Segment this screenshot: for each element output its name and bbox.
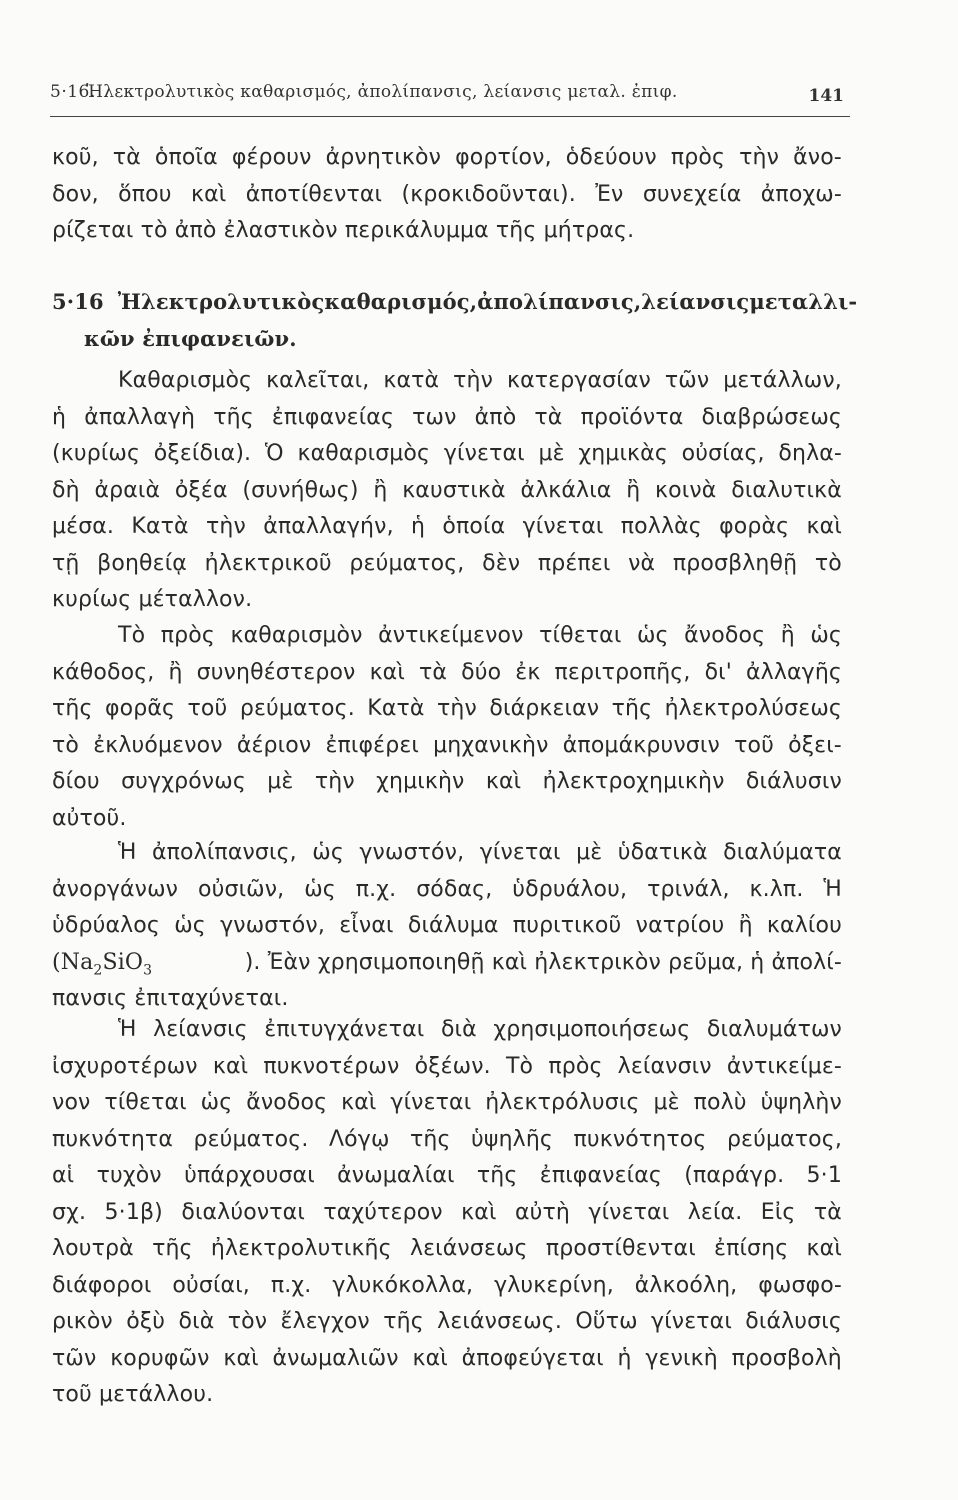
text-line: δὴ ἀραιὰ ὀξέα (συνήθως) ἢ καυστικὰ ἀλκάλια ἢ κοινὰ διαλυτικὰ	[52, 477, 842, 503]
page-number: 141	[808, 86, 844, 106]
text-line: δον, ὅπου καὶ ἀποτίθενται (κροκιδοῦνται). Ἐν συνεχεία ἀποχω-	[52, 181, 842, 207]
text-line: μέσα. Κατὰ τὴν ἀπαλλαγήν, ἡ ὁποία γίνεται πολλὰς φορὰς καὶ	[52, 514, 842, 539]
intro-paragraph	[52, 140, 842, 250]
chemical-formula: ($Na_2SiO_3$	[52, 949, 153, 978]
text-line: τοῦ μετάλλου.	[52, 1382, 214, 1407]
heading-number: 5·16	[52, 289, 104, 314]
text-line: τῇ βοηθείᾳ ἠλεκτρικοῦ ρεύματος, δὲν πρέπει νὰ προσβληθῇ τὸ	[52, 550, 842, 576]
text-line: Τὸ πρὸς καθαρισμὸν ἀντικείμενον τίθεται ὡς ἄνοδος ἢ ὡς	[118, 623, 842, 648]
header-section-number: 5·16.	[50, 82, 96, 102]
header-running-title: Ἠλεκτρολυτικὸς καθαρισμός, ἀπολίπανσις, λείανσις μεταλ. ἐπιφ.	[86, 82, 678, 102]
text-line: κοῦ, τὰ ὁποῖα φέρουν ἀρνητικὸν φορτίον, ὁδεύουν πρὸς τὴν ἄνο-	[52, 145, 842, 170]
text-line: αἱ τυχὸν ὑπάρχουσαι ἀνωμαλίαι τῆς ἐπιφανείας (παράγρ. 5·1	[52, 1163, 842, 1188]
section-heading	[52, 284, 858, 357]
formula-line	[52, 945, 842, 982]
text-line: πανσις ἐπιταχύνεται.	[52, 986, 289, 1011]
text-line: ὑδρύαλος ὡς γνωστόν, εἶναι διάλυμα πυριτικοῦ νατρίου ἢ καλίου	[52, 913, 842, 938]
text-line: ἡ ἀπαλλαγὴ τῆς ἐπιφανείας των ἀπὸ τὰ προϊόντα διαβρώσεως	[52, 404, 842, 430]
text-line: ρικὸν ὀξὺ διὰ τὸν ἔλεγχον τῆς λειάνσεως. Οὕτω γίνεται διάλυσις	[52, 1309, 842, 1334]
text-line: (κυρίως ὀξείδια). Ὁ καθαρισμὸς γίνεται μὲ χημικὰς οὐσίας, δηλα-	[52, 441, 842, 466]
text-line: Ἡ λείανσις ἐπιτυγχάνεται διὰ χρησιμοποιήσεως διαλυμάτων	[118, 1017, 842, 1042]
text-line: τῶν κορυφῶν καὶ ἀνωμαλιῶν καὶ ἀποφεύγεται ἡ γενικὴ προσβολὴ	[52, 1345, 842, 1371]
text-line: ἀνοργάνων οὐσιῶν, ὡς π.χ. σόδας, ὑδρυάλου, τρινάλ, κ.λπ. Ἡ	[52, 876, 842, 902]
text-line: πυκνότητα ρεύματος. Λόγῳ τῆς ὑψηλῆς πυκνότητος ρεύματος,	[52, 1126, 842, 1152]
paragraph-anode-cathode	[52, 618, 842, 837]
text-line: Καθαρισμὸς καλεῖται, κατὰ τὴν κατεργασίαν τῶν μετάλλων,	[118, 368, 842, 393]
heading-title: Ἠλεκτρολυτικὸς καθαρισμός, ἀπολίπανσις, λείανσις μεταλλι-	[117, 289, 858, 314]
text-line: ρίζεται τὸ ἀπὸ ἐλαστικὸν περικάλυμμα τῆς μήτρας.	[52, 218, 635, 243]
paragraph-polishing	[52, 1012, 842, 1414]
text-line: αὐτοῦ.	[52, 805, 127, 831]
text-line: νον τίθεται ὡς ἄνοδος καὶ γίνεται ἠλεκτρόλυσις μὲ πολὺ ὑψηλὴν	[52, 1090, 842, 1115]
text-line: δίου συγχρόνως μὲ τὴν χημικὴν καὶ ἠλεκτροχημικὴν διάλυσιν	[52, 769, 842, 794]
text-line: κυρίως μέταλλον.	[52, 587, 253, 612]
paragraph-cleaning	[52, 363, 842, 619]
text-line: τὸ ἐκλυόμενον ἀέριον ἐπιφέρει μηχανικὴν ἀπομάκρυνσιν τοῦ ὀξει-	[52, 732, 842, 758]
text-line: σχ. 5·1β) διαλύονται ταχύτερον καὶ αὐτὴ γίνεται λεία. Εἰς τὰ	[52, 1199, 842, 1225]
text-line: λουτρὰ τῆς ἠλεκτρολυτικῆς λειάνσεως προστίθενται ἐπίσης καὶ	[52, 1236, 842, 1261]
text-line: ἰσχυροτέρων καὶ πυκνοτέρων ὀξέων. Τὸ πρὸς λείανσιν ἀντικείμε-	[52, 1053, 842, 1079]
running-header	[50, 82, 850, 117]
heading-line	[52, 284, 858, 321]
text-line: Ἡ ἀπολίπανσις, ὡς γνωστόν, γίνεται μὲ ὑδατικὰ διαλύματα	[118, 840, 842, 865]
text-line: κάθοδος, ἢ συνηθέστερον καὶ τὰ δύο ἐκ περιτροπῆς, δι' ἀλλαγῆς	[52, 659, 842, 685]
text-line: διάφοροι οὐσίαι, π.χ. γλυκόκολλα, γλυκερίνη, ἀλκοόλη, φωσφο-	[52, 1272, 842, 1298]
heading-line: κῶν ἐπιφανειῶν.	[84, 325, 297, 351]
paragraph-degreasing	[52, 835, 842, 1018]
text-line-rest: ). Ἐὰν χρησιμοποιηθῇ καὶ ἠλεκτρικὸν ρεῦμα, ἡ ἀπολί-	[244, 949, 842, 975]
text-line: τῆς φορᾶς τοῦ ρεύματος. Κατὰ τὴν διάρκειαν τῆς ἠλεκτρολύσεως	[52, 696, 842, 721]
